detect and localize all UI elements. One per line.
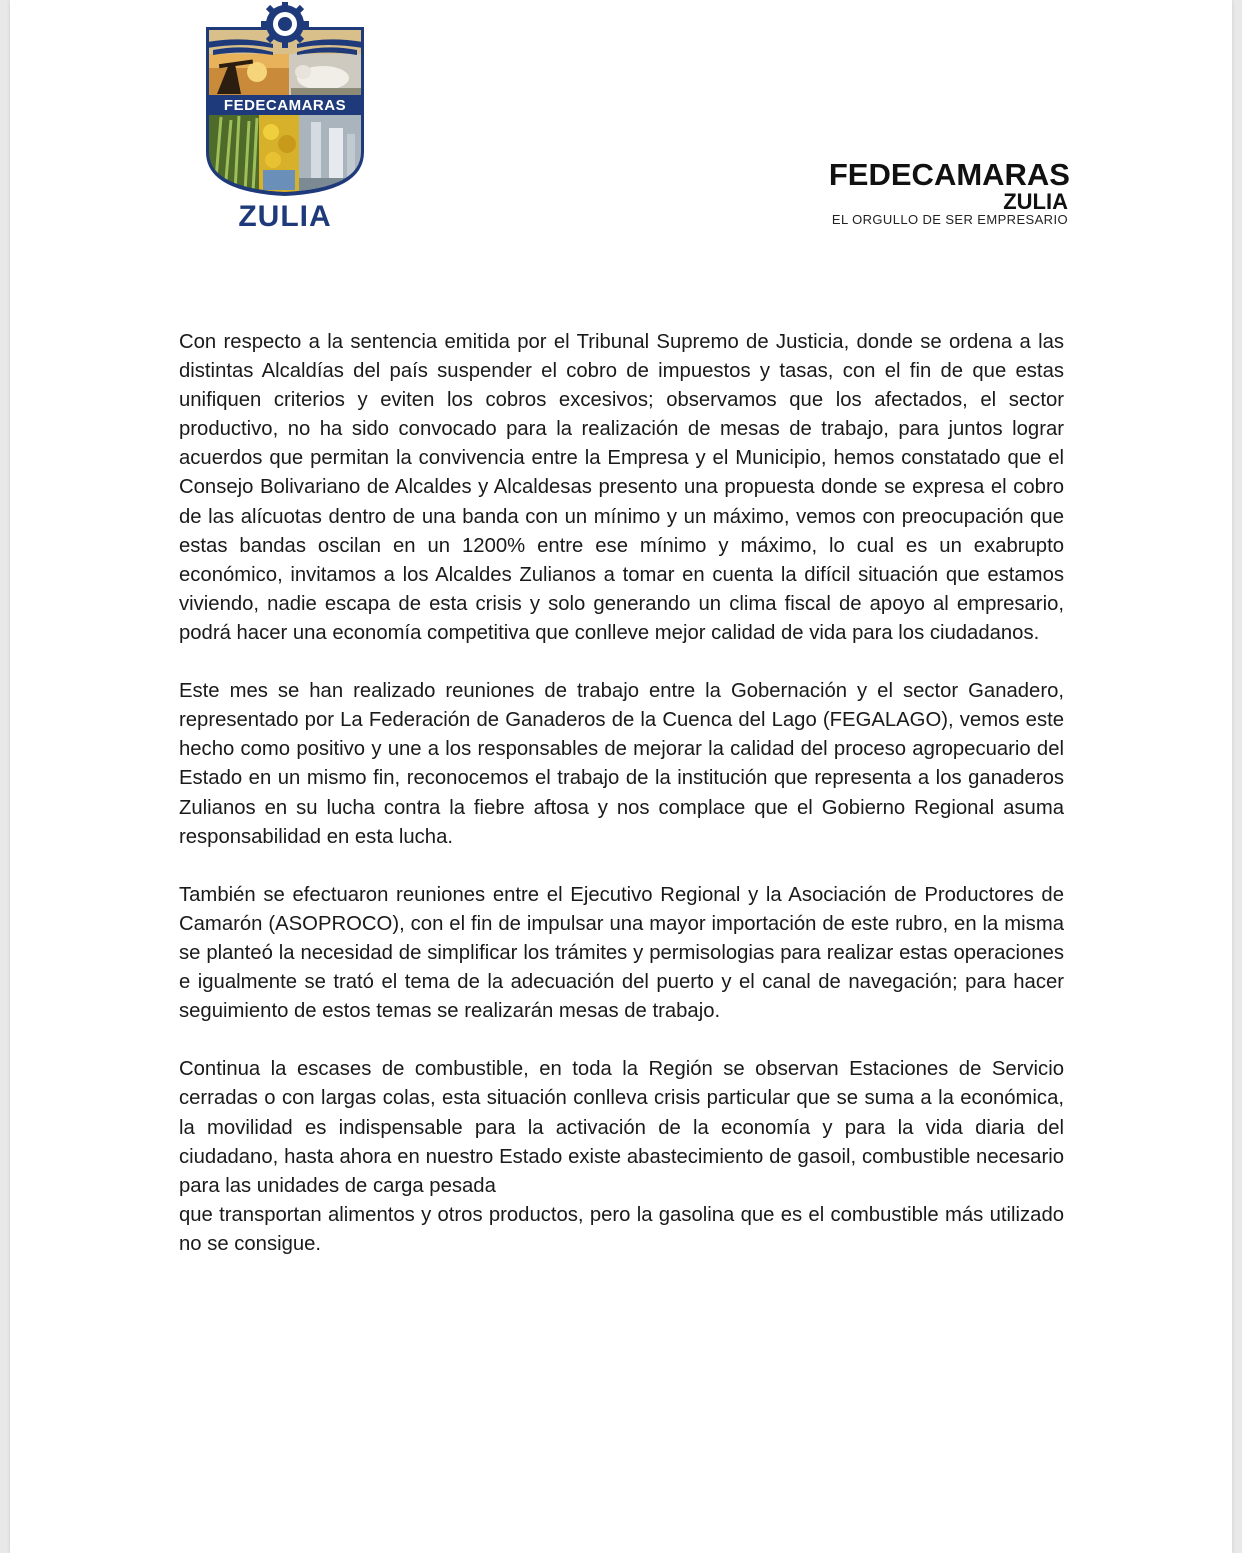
fedecamaras-wordmark <box>770 158 1070 238</box>
fuel-paragraph-part1: Continua la escases de combustible, en toda la Región se observan Estaciones de Servicio cerradas o con largas colas, esta situación conlleva crisis particular que se suma a la económica, la movilidad es indispensable para la activación de la economía y para la vida diaria del ciudadano, hasta ahora en nuestro Estado existe abastecimiento de gasoil, combustible necesario para las unidades de carga pesada <box>179 1058 1064 1197</box>
document-body <box>179 328 1064 1259</box>
paragraph-livestock-meetings: Este mes se han realizado reuniones de trabajo entre la Gobernación y el sector Ganadero, representado por La Federación de Ganaderos de la Cuenca del Lago (FEGALAGO), vemos este hecho como positivo y une a los responsables de mejorar la calidad del proceso agropecuario del Estado en un mismo fin, reconocemos el trabajo de la institución que representa a los ganaderos Zulianos en su lucha contra la fiebre aftosa y nos complace que el Gobierno Regional asuma responsabilidad en esta lucha. <box>179 680 1064 848</box>
fedecamaras-zulia-emblem <box>195 2 375 242</box>
wordmark-tagline: EL ORGULLO DE SER EMPRESARIO <box>831 212 1068 227</box>
emblem-band-text: FEDECAMARAS <box>223 97 347 114</box>
paragraph-fuel-shortage <box>179 1055 1064 1259</box>
wordmark-name: FEDECAMARAS <box>828 157 1070 192</box>
paragraph-shrimp-producers: También se efectuaron reuniones entre el Ejecutivo Regional y la Asociación de Productores de Camarón (ASOPROCO), con el fin de impulsar una mayor importación de este rubro, en la misma se planteó la necesidad de simplificar los trámites y permisologias para realizar estas operaciones e igualmente se trató el tema de la adecuación del puerto y el canal de navegación; para hacer seguimiento de estos temas se realizarán mesas de trabajo. <box>179 883 1064 1023</box>
document-page <box>10 0 1232 1553</box>
fuel-paragraph-part2: que transportan alimentos y otros productos, pero la gasolina que es el combustible más utilizado no se consigue. <box>179 1203 1064 1255</box>
emblem-city-text: ZULIA <box>238 200 332 233</box>
gear-icon <box>261 2 309 48</box>
paragraph-tsj-ruling: Con respecto a la sentencia emitida por el Tribunal Supremo de Justicia, donde se ordena a las distintas Alcaldías del país suspender el cobro de impuestos y tasas, con el fin de que estas unifiquen criterios y eviten los cobros excesivos; observamos que los afectados, el sector productivo, no ha sido convocado para la realización de mesas de trabajo, para juntos lograr acuerdos que permitan la convivencia entre la Empresa y el Municipio, hemos constatado que el Consejo Bolivariano de Alcaldes y Alcaldesas presento una propuesta donde se expresa el cobro de las alícuotas dentro de una banda con un mínimo y un máximo, vemos con preocupación que estas bandas oscilan en un 1200% entre ese mínimo y máximo, lo cual es un exabrupto económico, invitamos a los Alcaldes Zulianos a tomar en cuenta la difícil situación que estamos viviendo, nadie escapa de esta crisis y solo generando un clima fiscal de apoyo al empresario, podrá hacer una economía competitiva que conlleve mejor calidad de vida para los ciudadanos. <box>179 331 1064 644</box>
wordmark-city: ZULIA <box>1003 189 1068 214</box>
